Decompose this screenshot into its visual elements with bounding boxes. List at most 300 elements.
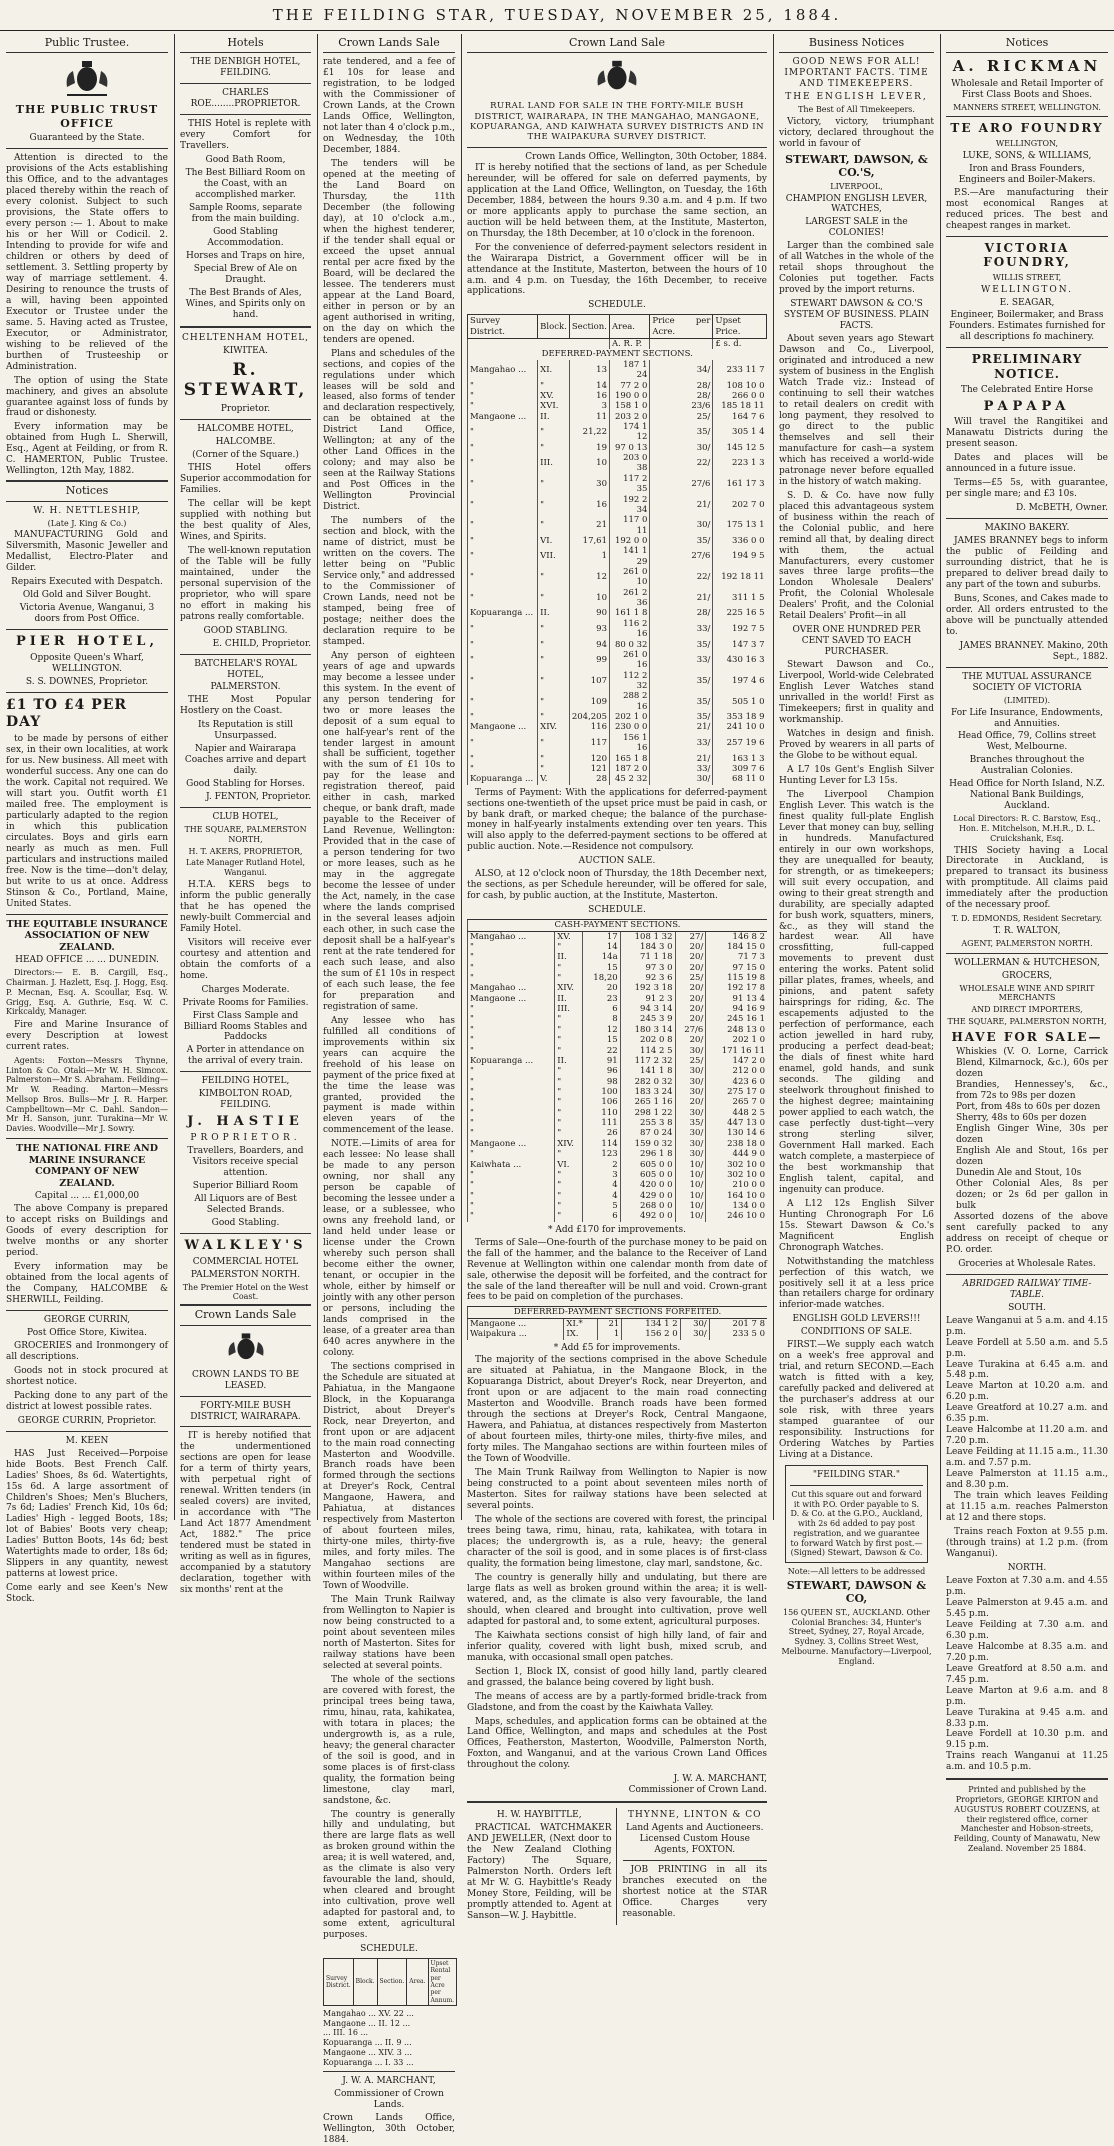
schedule-cell: II.: [555, 1056, 583, 1066]
schedule-row: [468, 453, 767, 474]
lease-schedule-row: Mangahao ... XV. 22 ...: [323, 2008, 414, 2018]
schedule-cell: ": [538, 712, 570, 722]
walkley-premier: The Premier Hotel on the West Coast.: [182, 1282, 309, 1302]
schedule-cell: XI.: [538, 360, 570, 381]
schedule-cell: ": [468, 1077, 555, 1087]
schedule-cell: 202 0 8: [620, 1035, 675, 1045]
schedule-cell: ": [468, 1118, 555, 1128]
column-6: [942, 34, 1112, 1853]
schedule-cell: 192 2 34: [610, 495, 650, 516]
schedule-cell: ": [555, 1211, 583, 1221]
for-sale-note: Assorted dozens of the above sent carefully packed to any address on receipt of cheque or P.O. order.: [946, 1211, 1108, 1255]
pier-hotel-title: PIER HOTEL,: [16, 634, 158, 650]
railway-south: SOUTH.: [1008, 1302, 1046, 1313]
schedule-cell: 71 7 3: [706, 952, 767, 962]
schedule-header: Section.: [569, 315, 609, 339]
order-coupon[interactable]: [785, 1465, 928, 1563]
crown-lease-title: CROWN LANDS TO BE LEASED.: [191, 1369, 300, 1391]
schedule-cell: ": [538, 443, 570, 453]
schedule-title: SCHEDULE.: [588, 300, 646, 311]
schedule-cell: 116: [569, 722, 609, 732]
schedule-cell: ": [468, 1108, 555, 1118]
schedule-cell: 423 6 0: [706, 1077, 767, 1087]
national-info: Every information may be obtained from the local agents of the Company, HALCOMBE & SHERWILL, Feilding.: [6, 1262, 168, 1305]
schedule-cell: ": [555, 963, 583, 973]
schedule-cell: 6: [583, 1004, 621, 1014]
schedule-cell: ": [468, 671, 538, 692]
schedule-row: [468, 1108, 768, 1118]
schedule-row: [468, 733, 767, 754]
crown-lease-text: Plans and schedules of the sections, and copies of the regulations under which leases will be sold and leased, also forms of tender and declaration respectively, can be obtained at the District Land Office, Wellington; at any of the other Land Offices in the colony; and may also be seen at the Railway Stations and Post Offices in the Wellington Provincial District.: [323, 348, 455, 513]
schedule-cell: 10: [569, 588, 609, 609]
section-header: Crown Lands Sale: [180, 1304, 311, 1325]
schedule-cell: 175 13 1: [713, 515, 767, 536]
te-aro-place: WELLINGTON,: [995, 139, 1059, 149]
national-title: THE NATIONAL FIRE AND MARINE INSURANCE COMPANY OF NEW ZEALAND.: [16, 1142, 158, 1189]
column-2: [176, 34, 315, 1596]
schedule-cell: ": [468, 619, 538, 640]
schedule-cell: ": [468, 691, 538, 712]
schedule-cell: IX.: [564, 1329, 597, 1339]
currin-title: GEORGE CURRIN,: [43, 1314, 131, 1325]
schedule-cell: 165 1 8: [610, 754, 650, 764]
schedule-cell: 10/: [675, 1191, 706, 1201]
schedule-cell: ": [468, 952, 555, 962]
walkley-sub: COMMERCIAL HOTEL: [192, 1256, 299, 1267]
schedule-cell: ": [468, 1066, 555, 1076]
forfeited-note: * Add £5 for improvements.: [553, 1342, 681, 1353]
denbigh-item: Sample Rooms, separate from the main building.: [188, 203, 303, 225]
schedule-cell: 94: [569, 640, 609, 650]
schedule-cell: ": [538, 515, 570, 536]
schedule-cell: 90: [569, 608, 609, 618]
schedule-cell: Mangahao ...: [468, 360, 538, 381]
national-capital: Capital ... ... £1,000,00: [34, 1191, 140, 1202]
schedule-cell: ": [538, 671, 570, 692]
halcombe-body: THIS Hotel offers Superior accommodation for Families.: [180, 463, 311, 495]
batchelar-place: PALMERSTON.: [210, 682, 281, 693]
schedule-cell: 268 0 0: [620, 1201, 675, 1211]
schedule-cell: 21/: [650, 722, 713, 732]
papapa-terms: Terms—£5 5s, with guarantee, per single mare; and £3 10s.: [946, 478, 1108, 500]
currin-packing: Packing done to any part of the district at lowest possible rates.: [6, 1390, 168, 1412]
schedule-row: [468, 474, 767, 495]
nettleship-body: MANUFACTURING Gold and Silversmith, Masonic Jeweller and Medallist, Electro-Plater and Gilder.: [6, 530, 168, 574]
schedule-cell: ": [468, 588, 538, 609]
schedule-cell: ": [538, 474, 570, 495]
schedule-cell: 21,22: [569, 422, 609, 443]
schedule-cell: 192 17 8: [706, 983, 767, 993]
schedule-cell: ": [555, 1097, 583, 1107]
schedule-row: [468, 1014, 768, 1024]
schedule-cell: 35/: [650, 671, 713, 692]
schedule-cell: ": [468, 712, 538, 722]
schedule-cell: 202 1 0: [706, 1035, 767, 1045]
schedule-cell: ": [468, 733, 538, 754]
rickman-address: MANNERS STREET, WELLINGTON.: [953, 102, 1101, 112]
lease-schedule-table: [323, 1958, 457, 2006]
payment-terms: Terms of Payment: With the applications for deferred-payment sections one-twentieth of the upset price must be paid in cash, or by bank draft, or marked cheque; the balance of the purchase-money in half-yearly instalments extending over ten years. This will also apply to the deferred-payment sections to be offered at public auction. Note.—Residence not compulsory.: [467, 787, 767, 853]
schedule-cell: 26: [583, 1128, 621, 1138]
groceries: Groceries at Wholesale Rates.: [958, 1258, 1096, 1269]
makino-title: MAKINO BAKERY.: [984, 523, 1070, 534]
coupon-body: Cut this square out and forward it with P.O. Order payable to S. D. & Co. at the G.P.O., Auckland, with 2s 6d added to pay post registration, and we guarantee to forward Watch by first post.—(Signed) Stewart, Dawson & Co.: [790, 1489, 923, 1558]
schedule-cell: 430 16 3: [713, 650, 767, 671]
railway-north-item: Leave Marton at 9.6 a.m. and 8 p.m.: [946, 1685, 1108, 1707]
schedule-cell: 35/: [650, 640, 713, 650]
schedule-cell: 10/: [675, 1180, 706, 1190]
schedule-cell: 3: [583, 1170, 621, 1180]
schedule-cell: ": [538, 650, 570, 671]
club-owner: H. T. AKERS, PROPRIETOR,: [188, 846, 303, 856]
schedule-cell: Mangahao ...: [468, 931, 555, 942]
railway-south-item: Leave Greatford at 10.27 a.m. and 6.35 p.m.: [946, 1403, 1108, 1425]
for-sale-item: Whiskies (V. O. Lorne, Carrick Blend, Kilmarnock, &c.), 60s per dozen: [956, 1047, 1108, 1080]
crown-lease-text: Any person of eighteen years of age and upwards may become a lessee under this system. In the event of any person tendering for two or more leases the deposit of a sum equal to one half-year's rent of the tender largest in amount shall be sufficient, together with the sum of £1 10s to pay for the lease and registration thereof, paid either in cash, marked cheque, or bank draft, made payable to the Receiver of Land Revenue, Wellington: Provided that in the case of a person tendering for two or more leases, such as he may in the aggregate become the lessee of under the Act, namely, in the case where the lands comprised in the several leases adjoin each other, in such case the deposit shall be a half-year's rent at the rate tendered for each such lease, and also the sum of £1 10s in respect of each such lease, the fee for preparation and registration of same.: [323, 650, 455, 1012]
lease-sign-name: J. W. A. MARCHANT,: [342, 2076, 436, 2087]
schedule-cell: ": [468, 381, 538, 391]
schedule-cell: ": [468, 1149, 555, 1159]
schedule-cell: 30/: [675, 1046, 706, 1056]
schedule-cell: 492 0 0: [620, 1211, 675, 1221]
hastie-role: PROPRIETOR.: [190, 1133, 301, 1144]
schedule-cell: 93: [569, 619, 609, 640]
schedule-cell: 18,20: [583, 973, 621, 983]
schedule-cell: ": [555, 1128, 583, 1138]
walkley-place: PALMERSTON NORTH.: [190, 1269, 301, 1280]
schedule-cell: ": [468, 515, 538, 536]
currin-goods: Goods not in stock procured at shortest notice.: [6, 1365, 168, 1387]
schedule-cell: 298 1 22: [620, 1108, 675, 1118]
schedule-cell: 261 0 10: [610, 567, 650, 588]
schedule-cell: 11: [569, 412, 609, 422]
schedule-cell: ": [468, 1035, 555, 1045]
hastie-item: Superior Billiard Room: [192, 1181, 299, 1192]
schedule-cell: ": [538, 691, 570, 712]
schedule-cell: II.: [555, 952, 583, 962]
land-sale-sign-name: J. W. A. MARCHANT,: [673, 1774, 767, 1785]
schedule-header: Area.: [610, 315, 650, 339]
schedule-cell: 30/: [675, 1108, 706, 1118]
cash-schedule-title: SCHEDULE.: [588, 905, 646, 916]
schedule-row: [468, 1118, 768, 1128]
schedule-cell: Mangaone ...: [468, 722, 538, 732]
railway-title: ABRIDGED RAILWAY TIME-TABLE.: [962, 1278, 1092, 1300]
schedule-row: [468, 1077, 768, 1087]
cash-note: * Add £170 for improvements.: [548, 1224, 686, 1235]
schedule-cell: 158 1 0: [610, 401, 650, 411]
schedule-cell: ": [468, 963, 555, 973]
batchelar-stable: Good Stabling for Horses.: [186, 779, 305, 790]
schedule-cell: 202 1 0: [610, 712, 650, 722]
club-rooms: Private Rooms for Families.: [182, 997, 309, 1008]
schedule-row: [468, 931, 768, 942]
job-printing: JOB PRINTING in all its branches executed on the shortest notice at the STAR Office. Charges very reasonable.: [622, 1865, 767, 1920]
crown-lease-text: The numbers of the section and block, with the name of district, must be written on the covers. The letter being on "Public Service only," and addressed to the Commissioner of Crown Lands, need not be stamped, being free of postage; neither does the declaration require to be stamped.: [323, 516, 455, 647]
schedule-cell: 265 7 0: [706, 1097, 767, 1107]
schedule-cell: 605 0 0: [620, 1160, 675, 1170]
watch-body: Larger than the combined sale of all Watches in the whole of the retail shops throughout the Colonies put together. Facts proved by the import returns.: [779, 241, 934, 296]
address-body: 156 QUEEN ST., AUCKLAND. Other Colonial Branches: 34, Hunter's Street, Sydney, 27, Royal Arcade, Sydney. 3, Collins Street West, Melbourne. Manufactory—Liverpool, England.: [781, 1607, 932, 1666]
schedule-cell: 30/: [680, 1329, 709, 1339]
lease-schedule-header: Block.: [353, 1959, 377, 2006]
schedule-cell: 16: [569, 391, 609, 401]
victoria-place: WELLINGTON.: [981, 284, 1073, 295]
mutual-nz: Head Office for North Island, N.Z. National Bank Buildings, Auckland.: [949, 779, 1105, 812]
schedule-cell: 505 1 0: [713, 691, 767, 712]
schedule-cell: 33/: [650, 619, 713, 640]
schedule-cell: 116 2 16: [610, 619, 650, 640]
schedule-cell: 233 5 0: [709, 1329, 767, 1339]
schedule-cell: 192 3 18: [620, 983, 675, 993]
makino-buns: Buns, Scones, and Cakes made to order. All orders entrusted to the above will be punctually attended to.: [946, 594, 1108, 637]
schedule-cell: 27/6: [650, 546, 713, 567]
forfeited-title: DEFERRED-PAYMENT SECTIONS FORFEITED.: [468, 1307, 768, 1318]
column-rule: [174, 34, 175, 1520]
schedule-cell: 145 12 5: [713, 443, 767, 453]
schedule-cell: 35/: [650, 536, 713, 546]
schedule-row: [468, 691, 767, 712]
schedule-cell: 336 0 0: [713, 536, 767, 546]
wollerman-sub: GROCERS,: [1001, 970, 1053, 981]
schedule-cell: 197 4 6: [713, 671, 767, 692]
schedule-cell: Kaiwhata ...: [468, 1160, 555, 1170]
schedule-cell: 25/: [675, 973, 706, 983]
schedule-cell: 20/: [675, 942, 706, 952]
trust-info: Every information may be obtained from Hugh L. Sherwill, Esq., Agent at Feilding, or from R. C. HAMERTON, Public Trustee. Wellington, 12th May, 1882.: [6, 422, 168, 477]
pay-body: to be made by persons of either sex, in their own localities, at work for us. New business. All meet with wonderful success. Any one can do the work. Capital not required. We will start you. Outfit worth £1 mailed free. The employment is particularly adapted to the region in which this publication circulates. Boys and girls earn nearly as much as men. Full particulars and instructions mailed free. Now is the time—don't delay, but write to us at once. Address Stinson & Co., Portland, Maine, United States.: [6, 734, 168, 909]
schedule-cell: 174 1 12: [610, 422, 650, 443]
schedule-cell: 20/: [675, 1004, 706, 1014]
schedule-cell: 91 13 4: [706, 994, 767, 1004]
schedule-cell: 111: [583, 1118, 621, 1128]
schedule-row: [468, 515, 767, 536]
preliminary-title: PRELIMINARY NOTICE.: [971, 352, 1083, 382]
watch-lead: Victory, victory, triumphant victory, declared throughout the world in favour of: [779, 117, 934, 149]
schedule-cell: 210 0 0: [706, 1180, 767, 1190]
lease-schedule-header: Upset Rental per Acre per Annum.: [428, 1959, 457, 2006]
schedule-cell: 202 7 0: [713, 495, 767, 516]
schedule-cell: 146 8 2: [706, 931, 767, 942]
schedule-cell: 27/6: [650, 474, 713, 495]
schedule-cell: II.: [538, 412, 570, 422]
schedule-cell: ": [468, 1014, 555, 1024]
land-sale-intro2: For the convenience of deferred-payment selectors resident in the Wairarapa District, a Government officer will be in attendance at the Institute, Masterton, between the hours of 10 a.m. and 4 p.m. on Tuesday, the 16th December, to receive applications.: [467, 242, 767, 297]
schedule-cell: 147 3 7: [713, 640, 767, 650]
schedule-cell: Waipakura ...: [468, 1329, 564, 1339]
batchelar-body: THE Most Popular Hostlery on the Coast.: [180, 695, 311, 717]
imprint: Printed and published by the Proprietors, GEORGE KIRTON and AUGUSTUS ROBERT COUZENS, at their registered office, corner Manchester and Hobson-streets, Feilding, County of Manawatu, New Zealand. November 25 1884.: [953, 1785, 1101, 1853]
schedule-cell: 34/: [650, 360, 713, 381]
schedule-cell: 71 1 18: [620, 952, 675, 962]
land-description: The whole of the sections are covered with forest, the principal trees being tawa, rimu, hinau, rata, kahikatea, with totara in places; the undergrowth is, as a rule, heavy; the general character of the soil is good, and in some places is of first-class quality, the formation being limestone, clay marl, sandstone, &c.: [467, 1515, 767, 1569]
crown-lease-text: Any lessee who has fulfilled all conditions of improvements within six years can acquire the freehold of his lease on payment of the price fixed at the time the lease was granted, provided the payment is made within eleven years of the commencement of the lease.: [323, 1015, 455, 1136]
schedule-cell: 94 3 14: [620, 1004, 675, 1014]
schedule-row: [468, 1025, 768, 1035]
makino-sign: JAMES BRANNEY. Makino, 20th Sept., 1882.: [959, 640, 1108, 662]
schedule-cell: 110: [583, 1108, 621, 1118]
railway-north-item: Leave Halcombe at 8.35 a.m. and 7.20 p.m.: [946, 1641, 1108, 1663]
schedule-cell: 35/: [675, 1118, 706, 1128]
wollerman-address: THE SQUARE, PALMERSTON NORTH,: [947, 1016, 1107, 1026]
schedule-cell: ": [555, 942, 583, 952]
crown-lease-text: The Main Trunk Railway from Wellington to Napier is now being constructed to a point about seventeen miles north of Masterton. Sites for railway stations have been selected at several points.: [323, 1595, 455, 1671]
schedule-cell: ": [468, 536, 538, 546]
railway-north-item: Leave Palmerston at 9.45 a.m. and 5.45 p.m.: [946, 1597, 1108, 1619]
schedule-cell: 161 1 8: [610, 608, 650, 618]
denbigh-body: THIS Hotel is replete with every Comfort for Travellers.: [180, 119, 311, 152]
schedule-cell: 100: [583, 1087, 621, 1097]
schedule-cell: 305 1 4: [713, 422, 767, 443]
schedule-cell: 35/: [650, 712, 713, 722]
schedule-cell: ": [468, 754, 538, 764]
auction-title: AUCTION SALE.: [578, 856, 656, 867]
schedule-cell: 27/: [675, 931, 706, 942]
schedule-cell: 114: [583, 1139, 621, 1149]
schedule-cell: 245 3 9: [620, 1014, 675, 1024]
land-description: The means of access are by a partly-formed bridle-track from Gladstone, and from the coast by the Kaiwhata Valley.: [467, 1691, 767, 1713]
schedule-cell: ": [555, 1087, 583, 1097]
batchelar-title: BATCHELAR'S ROYAL HOTEL,: [194, 658, 297, 680]
denbigh-item: The Best Brands of Ales, Wines, and Spirits only on hand.: [185, 287, 306, 320]
schedule-cell: 10/: [675, 1160, 706, 1170]
column-1: [2, 34, 172, 1605]
lease-schedule-header: Survey District.: [324, 1959, 354, 2006]
schedule-cell: 30/: [680, 1318, 709, 1329]
land-description: The Kaiwhata sections consist of high hilly land, of fair and inferior quality, covered with light bush, mixed scrub, and manuka, with occasional small open patches.: [467, 1630, 767, 1663]
section-header: Crown Land Sale: [467, 34, 767, 53]
schedule-cell: ": [538, 754, 570, 764]
club-body: H.T.A. KERS begs to inform the public generally that he has opened the newly-built Commercial and Family Hotel.: [180, 879, 311, 934]
land-sale-intro: IT is hereby notified that the sections of land, as per Schedule hereunder, will be offered for sale on deferred payments, by application at the Land Office, Wellington, on Tuesday, the 16th December, 1884, between the hours 9.30 a.m. and 4 p.m. If two or more applicants apply to purchase the same section, an auction will be held between them, at the Institute, Masterton, on Thursday, the 18th December, at 10 o'clock in the forenoon.: [467, 162, 767, 239]
trust-guarantee: Guaranteed by the State.: [29, 133, 145, 144]
schedule-cell: 8: [583, 1014, 621, 1024]
keen-body: HAS Just Received—Porpoise hide Boots. Best French Calf. Ladies' Shoes, 8s 6d. Watertights, 15s 6d. A large assortment of Children's Shoes; Men's Bluchers, 7s 6d; Ladies' French Kid, 10s 6d; Ladies' High - legged Boots, 18s; lot of Babies' Boots very cheap; Ladies' Button Boots, 14s 6d; best Watertights made to order, 18s 6d; Slippers in any quantity, newest patterns at lowest price.: [6, 1448, 168, 1580]
schedule-cell: ": [468, 640, 538, 650]
schedule-cell: 14: [569, 381, 609, 391]
crown-lease-text: The country is generally hilly and undulating, but there are large flats as well as broken ground within the area; it is well watered, and, as the climate is also very favourable the land, should, when cleared and brought into cultivation, prove well adapted for pastoral and, to some extent, agricultural purposes.: [323, 1809, 455, 1941]
schedule-cell: 21: [569, 515, 609, 536]
schedule-cell: 2: [583, 1160, 621, 1170]
schedule-cell: 141 1 29: [610, 546, 650, 567]
stewart-dawson-title: STEWART, DAWSON, & CO.'S,: [785, 152, 928, 180]
schedule-cell: Kopuaranga ...: [468, 774, 538, 784]
denbigh-item: Good Stabling Accommodation.: [207, 227, 284, 248]
haybittle-title: H. W. HAYBITTLE,: [496, 1810, 582, 1821]
railway-south-item: Leave Marton at 10.20 a.m. and 6.20 p.m.: [946, 1381, 1108, 1403]
keen-footer: Come early and see Keen's New Stock.: [6, 1583, 168, 1605]
land-description: Section 1, Block IX, consist of good hilly land, partly cleared and grassed, the balance being covered by light bush.: [467, 1666, 767, 1688]
schedule-cell: 302 10 0: [706, 1170, 767, 1180]
schedule-cell: 117 2 32: [620, 1056, 675, 1066]
schedule-cell: II.: [538, 608, 570, 618]
schedule-row: [468, 360, 767, 381]
schedule-cell: III.: [555, 1004, 583, 1014]
address-title: STEWART, DAWSON & CO,: [786, 1578, 927, 1606]
schedule-cell: XIV.: [555, 983, 583, 993]
royal-crest-icon: [59, 57, 115, 99]
schedule-cell: 241 10 0: [713, 722, 767, 732]
schedule-cell: 91 2 3: [620, 994, 675, 1004]
schedule-row: [468, 1128, 768, 1138]
deferred-title: DEFERRED-PAYMENT SECTIONS.: [468, 349, 767, 359]
coupon-title: "FEILDING STAR.": [812, 1470, 901, 1480]
schedule-cell: ": [555, 1170, 583, 1180]
schedule-cell: 183 3 24: [620, 1087, 675, 1097]
schedule-header: Block.: [538, 315, 570, 339]
club-charges: Charges Moderate.: [201, 984, 290, 995]
schedule-cell: 27/6: [675, 1025, 706, 1035]
column-rule: [461, 34, 462, 1520]
schedule-cell: 98: [583, 1077, 621, 1087]
schedule-cell: 45 2 32: [610, 774, 650, 784]
schedule-cell: 225 16 5: [713, 608, 767, 618]
halcombe-cellar: The cellar will be kept supplied with nothing but the best quality of Ales, Wines, and Spirits.: [180, 498, 311, 542]
railway-north-item: Leave Greatford at 8.50 a.m. and 7.45 p.m.: [946, 1663, 1108, 1685]
schedule-cell: 238 18 0: [706, 1139, 767, 1149]
for-sale-item: Port, from 48s to 60s per dozen: [956, 1102, 1101, 1113]
schedule-cell: 120: [569, 754, 609, 764]
schedule-cell: 28: [569, 774, 609, 784]
equitable-fire: Fire and Marine Insurance of every Description at lowest current rates.: [6, 1020, 168, 1052]
trust-office-title: THE PUBLIC TRUST OFFICE: [15, 103, 159, 130]
schedule-cell: ": [555, 973, 583, 983]
lease-schedule-row: Mangaone ... XIV. 3 ...: [323, 2047, 413, 2057]
wollerman-body: WHOLESALE WINE AND SPIRIT MERCHANTS: [959, 983, 1095, 1003]
masthead-title: THE FEILDING STAR, TUESDAY, NOVEMBER 25, 1884.: [272, 6, 842, 24]
schedule-cell: 99: [569, 650, 609, 671]
schedule-row: [468, 1035, 768, 1045]
schedule-row: [468, 412, 767, 422]
rickman-body: Wholesale and Retail Importer of First Class Boots and Shoes.: [951, 78, 1103, 100]
schedule-cell: 30/: [650, 443, 713, 453]
schedule-row: [468, 536, 767, 546]
nettleship-sub: (Late J. King & Co.): [47, 518, 127, 528]
schedule-cell: VI.: [538, 536, 570, 546]
schedule-cell: 108 1 32: [620, 931, 675, 942]
schedule-row: [468, 640, 767, 650]
watch-lead: THE ENGLISH LEVER,: [785, 92, 928, 103]
schedule-cell: 184 3 0: [620, 942, 675, 952]
schedule-cell: 230 0 0: [610, 722, 650, 732]
system-title: STEWART DAWSON & CO.'S SYSTEM OF BUSINESS. PLAIN FACTS.: [783, 299, 930, 332]
schedule-cell: III.: [538, 453, 570, 474]
column-4: [463, 34, 771, 1922]
railway-north: NORTH.: [1007, 1562, 1047, 1573]
schedule-cell: 106: [583, 1097, 621, 1107]
schedule-cell: 25/: [675, 1056, 706, 1066]
railway-south-item: Leave Fordell at 5.50 a.m. and 5.5 p.m.: [946, 1337, 1108, 1359]
mutual-body: For Life Insurance, Endowments, and Annuities.: [950, 707, 1104, 729]
schedule-cell: 309 7 6: [713, 764, 767, 774]
gold-levers: ENGLISH GOLD LEVERS!!!: [792, 1314, 921, 1325]
denbigh-item: Good Bath Room,: [205, 155, 286, 166]
schedule-row: [468, 1191, 768, 1201]
crown-lease-text: The whole of the sections are covered with forest, the principal trees being tawa, rimu, hinau, rata, kahikatea, with totara in places; the undergrowth is, as a rule, heavy; the general character of the soil is good, and in some places is of first-class quality, the formation being limestone, clay marl, sandstone, &c.: [323, 1674, 455, 1806]
te-aro-title: TE ARO FOUNDRY: [950, 121, 1104, 136]
club-visitors: Visitors will receive ever courtesy and attention and obtain the comforts of a home.: [180, 937, 311, 981]
schedule-cell: 302 10 0: [706, 1160, 767, 1170]
schedule-cell: ": [468, 567, 538, 588]
schedule-cell: ": [468, 474, 538, 495]
schedule-cell: 185 18 11: [713, 401, 767, 411]
schedule-cell: ": [468, 1170, 555, 1180]
largest-sale: LARGEST SALE in the COLONIES!: [805, 217, 908, 239]
area-units: A. R. P.: [610, 339, 650, 350]
sale-terms: Terms of Sale—One-fourth of the purchase money to be paid on the fall of the hammer, and the balance to the Receiver of Land Revenue at Wellington within one calendar month from date of sale, otherwise the deposit will be forfeited, and the contract for the sale of the land thereafter will be null and void. Crown-grant fees to be paid on completion of the purchases.: [467, 1237, 767, 1303]
walton: T. R. WALTON,: [993, 926, 1061, 937]
land-description: The country is generally hilly and undulating, but there are large flats as well as broken ground within the area; it is well-watered, and, as the climate is also very favourable, the land should, when cleared and brought into cultivation, prove well adapted for pastoral and, to some extent, agricultural purposes.: [467, 1572, 767, 1627]
